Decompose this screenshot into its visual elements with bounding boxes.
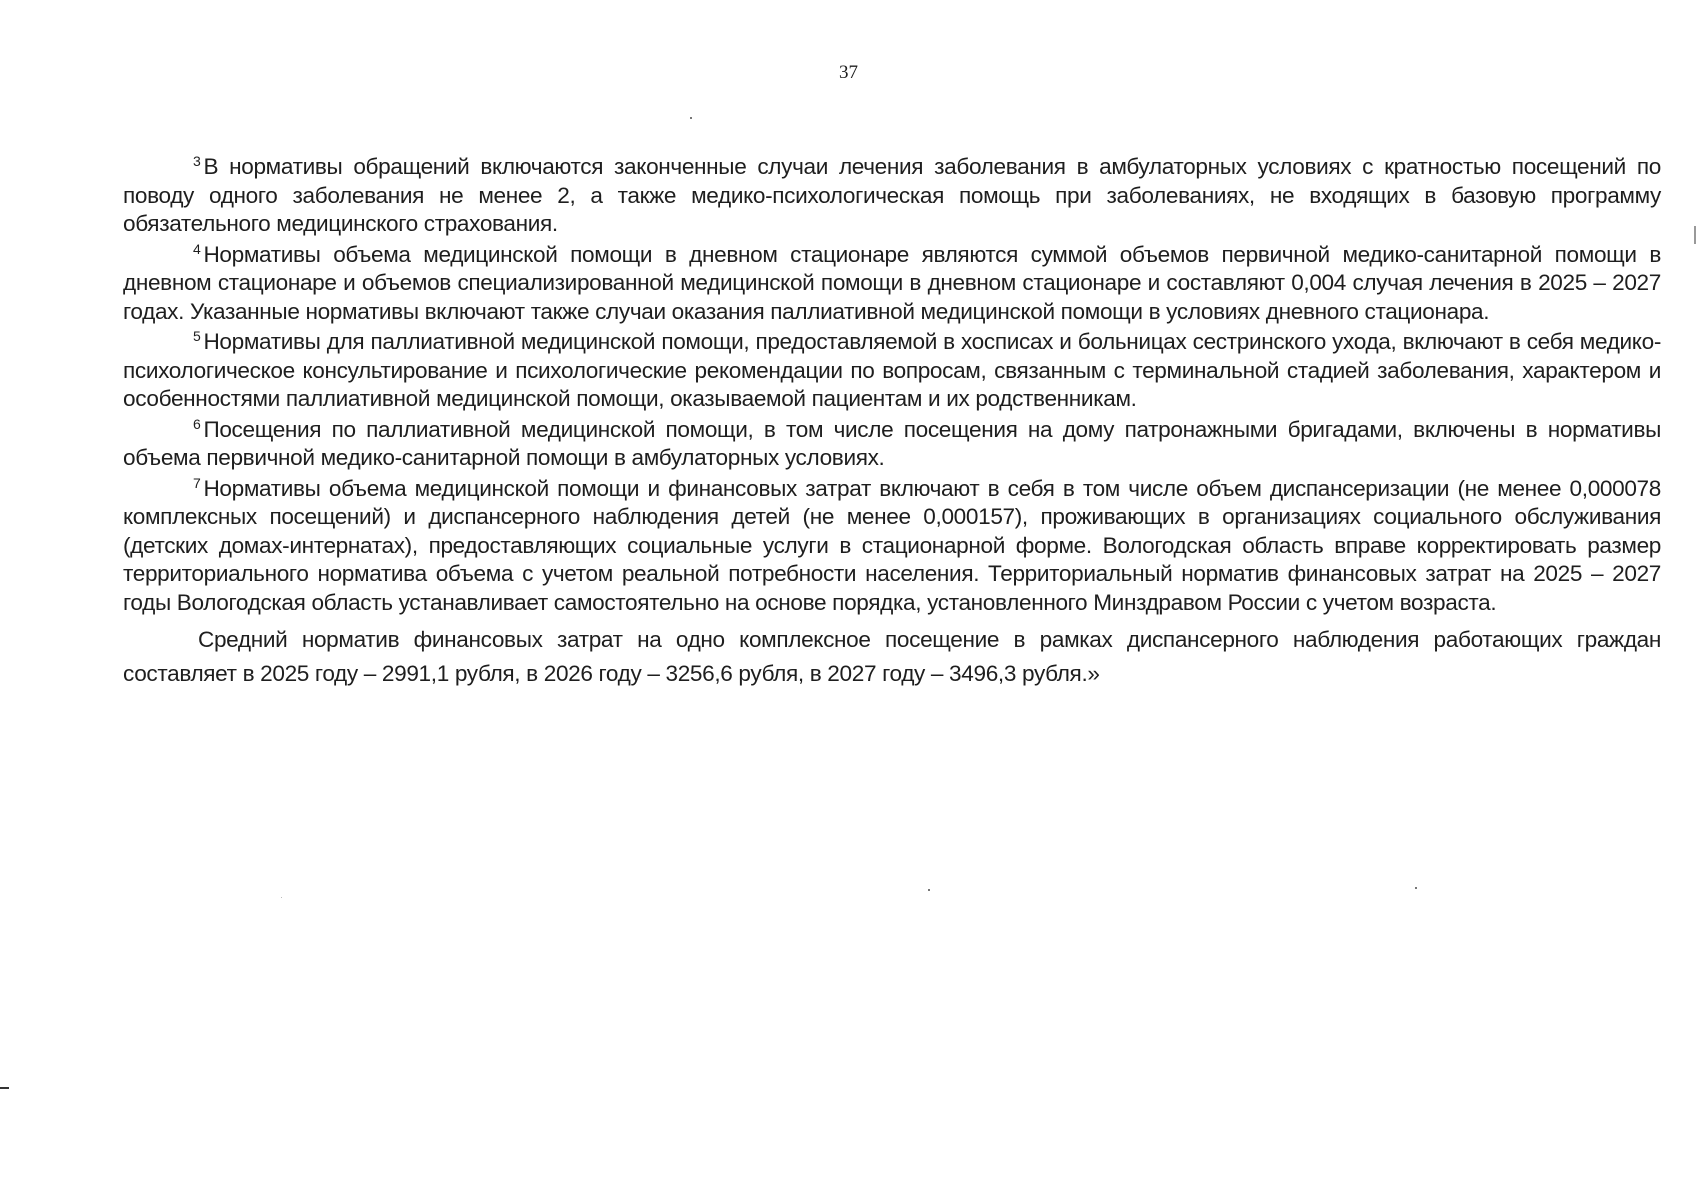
footnote-text: В нормативы обращений включаются законченные случаи лечения заболевания в амбулаторных условиях с кратностью посещений по поводу одного заболевания не менее 2, а также медико-психологическая помощь при заболеваниях, не входящих в базовую программу обязательного медицинского страхования.	[123, 154, 1661, 236]
footnote-marker: 5	[193, 328, 201, 344]
page-number: 37	[839, 62, 858, 83]
footnote-text: Нормативы объема медицинской помощи в дневном стационаре являются суммой объемов первичной медико-санитарной помощи в дневном стационаре и объемов специализированной медицинской помощи в дневном стационаре и составляют 0,004 случая лечения в 2025 – 2027 годах. Указанные нормативы включают также случаи оказания паллиативной медицинской помощи в условиях дневного стационара.	[123, 241, 1661, 324]
footnote-4	[123, 241, 1661, 327]
footnote-7	[123, 475, 1661, 618]
footnote-marker: 3	[193, 153, 201, 169]
scan-margin-mark	[0, 1087, 9, 1089]
scan-speck	[281, 897, 282, 898]
footnote-text: Посещения по паллиативной медицинской помощи, в том числе посещения на дому патронажными бригадами, включены в нормативы объема первичной медико-санитарной помощи в амбулаторных условиях.	[123, 416, 1661, 470]
footnote-6	[123, 416, 1661, 473]
final-paragraph: Средний норматив финансовых затрат на одно комплексное посещение в рамках диспансерного наблюдения работающих граждан составляет в 2025 году – 2991,1 рубля, в 2026 году – 3256,6 рубля, в 2027 году – 3496,3 рубля.»	[123, 627, 1661, 686]
footnote-text: Нормативы для паллиативной медицинской помощи, предоставляемой в хосписах и больницах сестринского ухода, включают в себя медико-психологическое консультирование и психологические рекомендации по вопросам, связанным с терминальной стадией заболевания, характером и особенностями паллиативной медицинской помощи, оказываемой пациентам и их родственникам.	[123, 329, 1661, 411]
scan-speck	[928, 889, 930, 891]
scan-speck	[1415, 887, 1417, 889]
scan-edge-mark	[1694, 226, 1696, 244]
footnote-text: Нормативы объема медицинской помощи и финансовых затрат включают в себя в том числе объем диспансеризации (не менее 0,000078 комплексных посещений) и диспансерного наблюдения детей (не менее 0,000157), проживающих в организациях социального обслуживания (детских домах-интернатах), предоставляющих социальные услуги в стационарной форме. Вологодская область вправе корректировать размер территориального норматива объема с учетом реальной потребности населения. Территориальный норматив финансовых затрат на 2025 – 2027 годы Вологодская область устанавливает самостоятельно на основе порядка, установленного Минздравом России с учетом возраста.	[123, 475, 1661, 615]
scan-speck	[690, 117, 692, 119]
footnotes-block	[123, 153, 1661, 693]
footnote-marker: 6	[193, 415, 201, 432]
footnote-marker: 7	[193, 474, 201, 491]
footnote-marker: 4	[193, 240, 201, 257]
footnote-5	[123, 328, 1661, 414]
footnote-3	[123, 153, 1661, 239]
